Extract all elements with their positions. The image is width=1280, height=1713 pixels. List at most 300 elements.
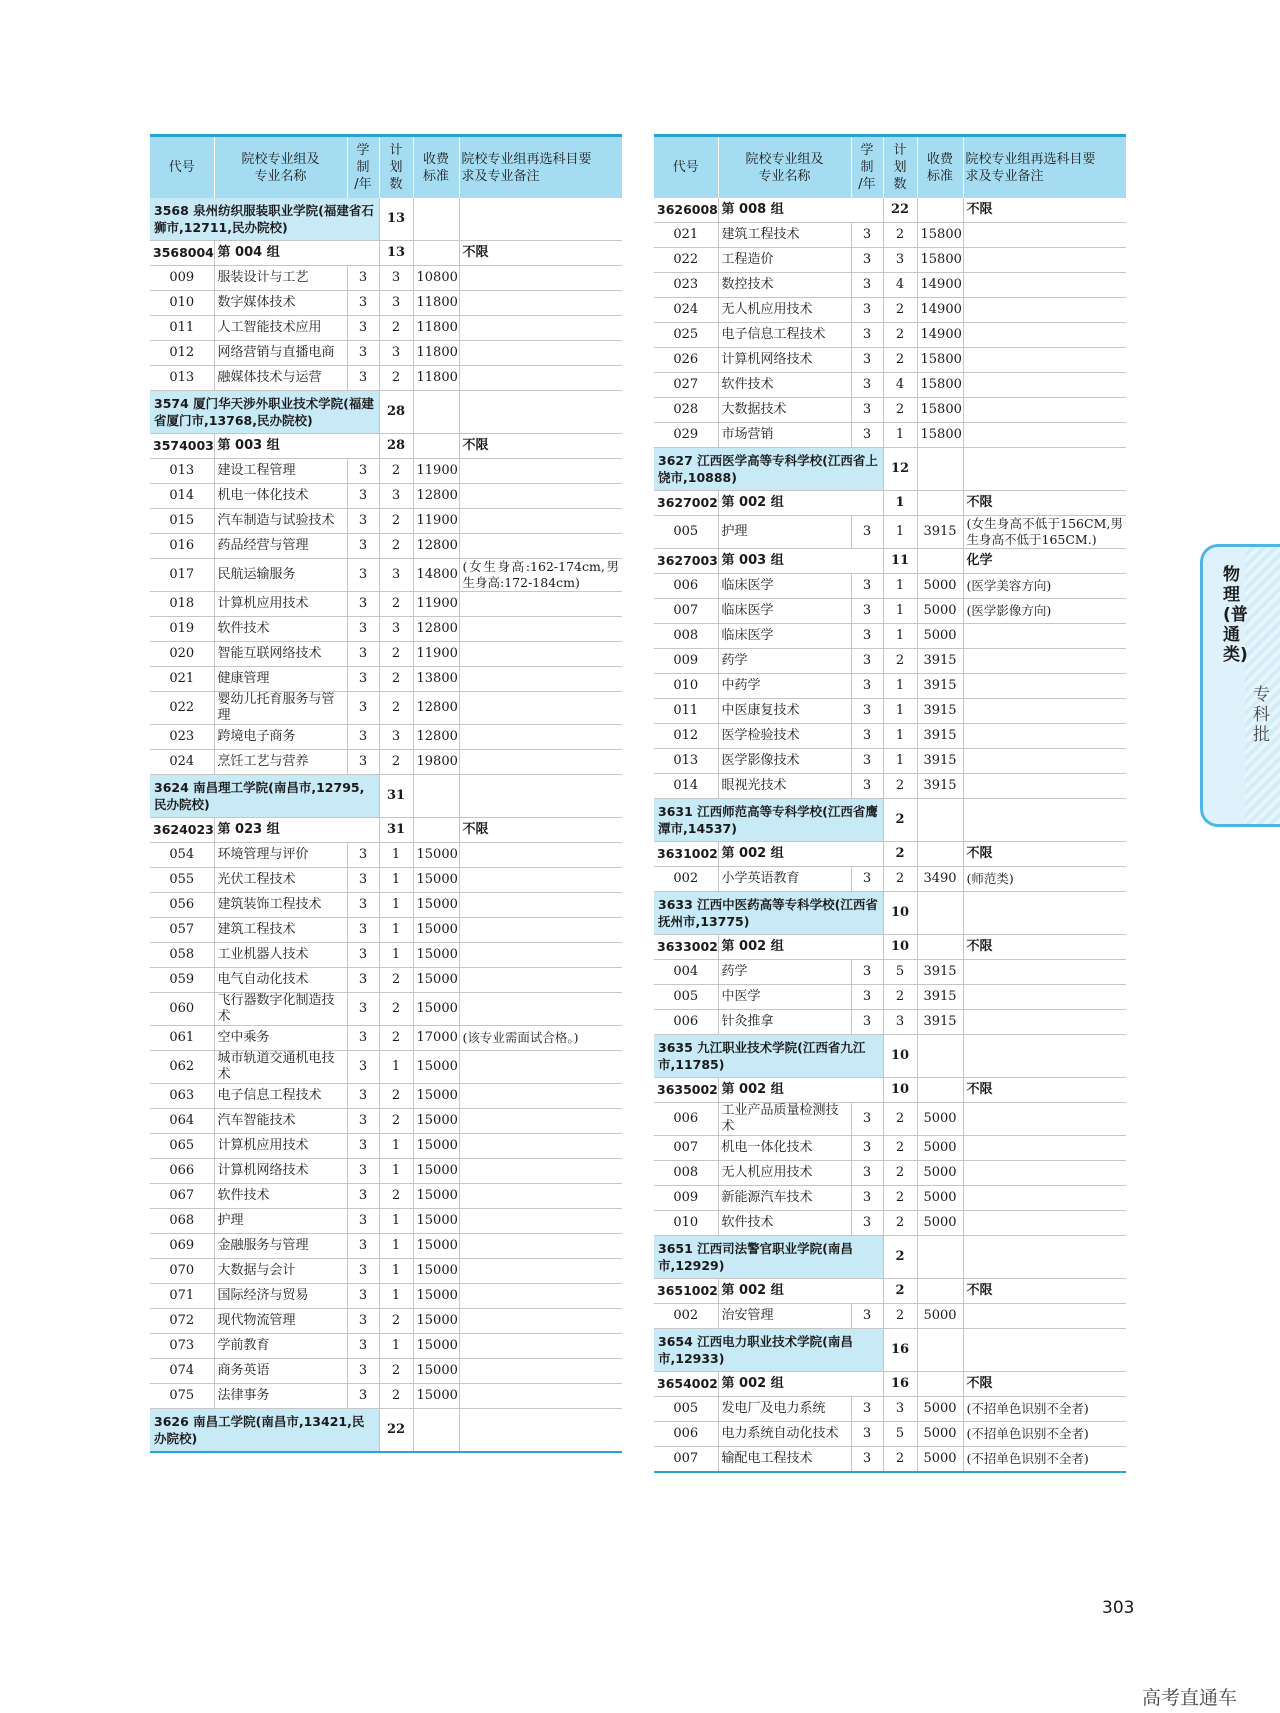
major-note <box>459 509 622 534</box>
tuition-fee: 11900 <box>413 509 459 534</box>
group-name: 第 003 组 <box>718 549 883 574</box>
major-note <box>459 1234 622 1259</box>
major-row <box>654 599 1126 624</box>
study-years: 3 <box>347 642 379 667</box>
major-note <box>963 223 1126 248</box>
tuition-fee: 12800 <box>413 484 459 509</box>
study-years: 3 <box>851 348 883 373</box>
major-note <box>459 484 622 509</box>
major-row <box>654 960 1126 985</box>
study-years: 3 <box>851 1304 883 1329</box>
tuition-fee: 15000 <box>413 1051 459 1084</box>
major-name: 民航运输服务 <box>214 559 347 592</box>
major-code: 017 <box>169 567 195 582</box>
tuition-fee: 14900 <box>917 323 963 348</box>
plan-count: 10 <box>883 935 917 960</box>
major-row <box>150 725 622 750</box>
plan-count: 1 <box>883 724 917 749</box>
plan-count: 1 <box>883 699 917 724</box>
plan-count: 1 <box>883 574 917 599</box>
plan-count: 16 <box>883 1372 917 1397</box>
major-note <box>459 1209 622 1234</box>
major-code: 014 <box>673 778 699 793</box>
study-years: 3 <box>347 484 379 509</box>
major-name: 空中乘务 <box>214 1026 347 1051</box>
major-row <box>150 1209 622 1234</box>
fee-cell <box>917 198 963 223</box>
major-note: (不招单色识别不全者) <box>963 1447 1126 1473</box>
major-code: 060 <box>169 1001 195 1016</box>
tuition-fee: 15800 <box>917 398 963 423</box>
study-years: 3 <box>347 1359 379 1384</box>
study-years: 3 <box>851 867 883 892</box>
study-years: 3 <box>851 223 883 248</box>
group-name: 第 023 组 <box>214 818 379 843</box>
tuition-fee: 5000 <box>917 1304 963 1329</box>
fee-cell <box>917 1078 963 1103</box>
table-header-row <box>150 136 622 199</box>
study-years: 3 <box>347 316 379 341</box>
major-row <box>150 868 622 893</box>
study-years: 3 <box>347 1334 379 1359</box>
plan-count: 2 <box>883 842 917 867</box>
major-note: (不招单色识别不全者) <box>963 1422 1126 1447</box>
plan-count: 1 <box>379 893 413 918</box>
major-note <box>963 298 1126 323</box>
plan-count: 3 <box>379 266 413 291</box>
plan-count: 2 <box>883 1279 917 1304</box>
tuition-fee: 3915 <box>917 985 963 1010</box>
study-years: 3 <box>851 298 883 323</box>
major-code: 074 <box>169 1363 195 1378</box>
tuition-fee: 3915 <box>917 960 963 985</box>
table-header-row <box>654 136 1126 199</box>
tuition-fee: 15000 <box>413 1259 459 1284</box>
major-note <box>459 1384 622 1409</box>
major-note <box>459 843 622 868</box>
tuition-fee: 3915 <box>917 699 963 724</box>
major-note <box>459 692 622 725</box>
plan-count: 31 <box>379 775 413 818</box>
school-name: 3631 江西师范高等专科学校(江西省鹰潭市,14537) <box>654 799 883 842</box>
plan-count: 1 <box>379 843 413 868</box>
major-row <box>654 1103 1126 1136</box>
major-code: 009 <box>169 270 195 285</box>
major-code: 068 <box>169 1213 195 1228</box>
major-row <box>150 1384 622 1409</box>
group-row <box>654 1279 1126 1304</box>
major-row <box>654 1136 1126 1161</box>
major-note <box>459 1084 622 1109</box>
study-years: 3 <box>347 843 379 868</box>
tuition-fee: 5000 <box>917 1447 963 1473</box>
fee-cell <box>917 549 963 574</box>
plan-count: 2 <box>379 1309 413 1334</box>
plan-count: 2 <box>883 323 917 348</box>
major-row <box>654 774 1126 799</box>
study-years: 3 <box>347 667 379 692</box>
note-cell <box>459 775 622 818</box>
brand-watermark: 高考直通车 <box>1142 1687 1238 1709</box>
major-code: 002 <box>673 1308 699 1323</box>
tuition-fee: 5000 <box>917 624 963 649</box>
school-name: 3627 江西医学高等专科学校(江西省上饶市,10888) <box>654 448 883 491</box>
tuition-fee: 13800 <box>413 667 459 692</box>
tuition-fee: 15800 <box>917 348 963 373</box>
school-name: 3633 江西中医药高等专科学校(江西省抚州市,13775) <box>654 892 883 935</box>
note-cell <box>963 448 1126 491</box>
tuition-fee: 12800 <box>413 725 459 750</box>
study-years: 3 <box>347 868 379 893</box>
tuition-fee: 17000 <box>413 1026 459 1051</box>
major-note <box>963 248 1126 273</box>
major-name: 现代物流管理 <box>214 1309 347 1334</box>
major-code: 010 <box>673 1215 699 1230</box>
side-tab-category-sub: (普通类) <box>1223 605 1248 665</box>
subject-requirement: 不限 <box>963 842 1126 867</box>
plan-count: 3 <box>379 617 413 642</box>
major-code: 021 <box>169 671 195 686</box>
tuition-fee: 15800 <box>917 373 963 398</box>
major-row <box>150 1259 622 1284</box>
tuition-fee: 5000 <box>917 1136 963 1161</box>
study-years: 3 <box>851 599 883 624</box>
study-years: 3 <box>347 341 379 366</box>
major-code: 006 <box>673 1111 699 1126</box>
major-note <box>963 1010 1126 1035</box>
major-note <box>459 642 622 667</box>
plan-count: 2 <box>379 592 413 617</box>
major-name: 软件技术 <box>214 617 347 642</box>
major-code: 009 <box>673 1190 699 1205</box>
study-years: 3 <box>851 1186 883 1211</box>
major-row <box>654 1397 1126 1422</box>
major-code: 011 <box>673 703 699 718</box>
group-code: 3574003 <box>153 438 214 453</box>
subject-requirement: 不限 <box>459 241 622 266</box>
tuition-fee: 5000 <box>917 1422 963 1447</box>
tuition-fee: 5000 <box>917 1186 963 1211</box>
fee-cell <box>917 892 963 935</box>
group-name: 第 004 组 <box>214 241 379 266</box>
major-name: 医学检验技术 <box>718 724 851 749</box>
major-row <box>150 918 622 943</box>
major-name: 大数据与会计 <box>214 1259 347 1284</box>
plan-count: 1 <box>883 491 917 516</box>
tuition-fee: 3915 <box>917 674 963 699</box>
major-name: 工程造价 <box>718 248 851 273</box>
plan-count: 3 <box>379 559 413 592</box>
school-name: 3624 南昌理工学院(南昌市,12795,民办院校) <box>150 775 379 818</box>
major-note <box>459 291 622 316</box>
fee-cell <box>917 935 963 960</box>
plan-count: 1 <box>379 1051 413 1084</box>
plan-count: 2 <box>883 1136 917 1161</box>
plan-count: 1 <box>379 1334 413 1359</box>
study-years: 3 <box>347 918 379 943</box>
major-code: 012 <box>169 345 195 360</box>
major-note <box>963 423 1126 448</box>
major-name: 治安管理 <box>718 1304 851 1329</box>
school-name: 3574 厦门华天涉外职业技术学院(福建省厦门市,13768,民办院校) <box>150 391 379 434</box>
fee-cell <box>413 1409 459 1453</box>
header-code: 代号 <box>150 136 214 199</box>
major-note <box>459 1184 622 1209</box>
note-cell <box>459 1409 622 1453</box>
study-years: 3 <box>347 1209 379 1234</box>
study-years: 3 <box>347 534 379 559</box>
major-code: 010 <box>673 678 699 693</box>
major-note: (师范类) <box>963 867 1126 892</box>
plan-count: 1 <box>379 1234 413 1259</box>
major-row <box>654 273 1126 298</box>
fee-cell <box>413 198 459 241</box>
subject-requirement: 不限 <box>963 1078 1126 1103</box>
plan-count: 2 <box>379 667 413 692</box>
major-name: 法律事务 <box>214 1384 347 1409</box>
major-row <box>654 398 1126 423</box>
fee-cell <box>413 391 459 434</box>
tuition-fee: 15000 <box>413 1109 459 1134</box>
tuition-fee: 11800 <box>413 291 459 316</box>
school-row <box>150 198 622 241</box>
study-years: 3 <box>347 266 379 291</box>
fee-cell <box>917 1372 963 1397</box>
major-name: 新能源汽车技术 <box>718 1186 851 1211</box>
study-years: 3 <box>347 291 379 316</box>
plan-count: 2 <box>379 316 413 341</box>
tuition-fee: 15000 <box>413 843 459 868</box>
major-note: (该专业需面试合格。) <box>459 1026 622 1051</box>
plan-count: 2 <box>379 366 413 391</box>
plan-count: 4 <box>883 273 917 298</box>
major-row <box>654 649 1126 674</box>
plan-count: 3 <box>379 725 413 750</box>
major-code: 025 <box>673 327 699 342</box>
plan-count: 2 <box>379 1184 413 1209</box>
major-note <box>459 592 622 617</box>
major-name: 婴幼儿托育服务与管理 <box>214 692 347 725</box>
study-years: 3 <box>347 725 379 750</box>
major-note <box>459 1159 622 1184</box>
major-note <box>459 667 622 692</box>
tuition-fee: 3490 <box>917 867 963 892</box>
major-row <box>150 266 622 291</box>
major-note <box>459 459 622 484</box>
plan-count: 2 <box>883 1186 917 1211</box>
major-code: 057 <box>169 922 195 937</box>
major-code: 005 <box>673 1401 699 1416</box>
study-years: 3 <box>851 1136 883 1161</box>
major-row <box>654 624 1126 649</box>
major-name: 商务英语 <box>214 1359 347 1384</box>
plan-count: 2 <box>379 509 413 534</box>
school-name: 3626 南昌工学院(南昌市,13421,民办院校) <box>150 1409 379 1453</box>
major-name: 学前教育 <box>214 1334 347 1359</box>
study-years: 3 <box>851 423 883 448</box>
major-note <box>459 316 622 341</box>
tuition-fee: 11800 <box>413 341 459 366</box>
major-name: 融媒体技术与运营 <box>214 366 347 391</box>
major-row <box>150 968 622 993</box>
plan-count: 2 <box>379 642 413 667</box>
major-note <box>963 373 1126 398</box>
study-years: 3 <box>851 1397 883 1422</box>
plan-count: 2 <box>883 985 917 1010</box>
school-name: 3635 九江职业技术学院(江西省九江市,11785) <box>654 1035 883 1078</box>
major-code: 009 <box>673 653 699 668</box>
tuition-fee: 15800 <box>917 223 963 248</box>
major-name: 护理 <box>718 516 851 549</box>
study-years: 3 <box>347 459 379 484</box>
major-name: 网络营销与直播电商 <box>214 341 347 366</box>
major-row <box>654 1447 1126 1473</box>
major-code: 008 <box>673 628 699 643</box>
plan-count: 3 <box>883 248 917 273</box>
tuition-fee: 15000 <box>413 1209 459 1234</box>
major-note: (女生身高不低于156CM,男生身高不低于165CM.) <box>963 516 1126 549</box>
major-note <box>459 366 622 391</box>
study-years: 3 <box>347 1309 379 1334</box>
tuition-fee: 15000 <box>413 1284 459 1309</box>
study-years: 3 <box>347 1184 379 1209</box>
tuition-fee: 10800 <box>413 266 459 291</box>
plan-count: 2 <box>379 534 413 559</box>
plan-count: 1 <box>379 918 413 943</box>
school-row <box>654 1329 1126 1372</box>
tuition-fee: 15000 <box>413 1309 459 1334</box>
group-code: 3624023 <box>153 822 214 837</box>
study-years: 3 <box>347 1109 379 1134</box>
tuition-fee: 15000 <box>413 993 459 1026</box>
header-requirements: 院校专业组再选科目要 求及专业备注 <box>963 136 1126 199</box>
major-code: 005 <box>673 989 699 1004</box>
subject-requirement: 不限 <box>459 434 622 459</box>
major-row <box>654 1422 1126 1447</box>
tuition-fee: 5000 <box>917 599 963 624</box>
major-code: 067 <box>169 1188 195 1203</box>
plan-count: 10 <box>883 1035 917 1078</box>
major-code: 013 <box>169 463 195 478</box>
major-code: 056 <box>169 897 195 912</box>
major-note <box>963 624 1126 649</box>
tuition-fee: 5000 <box>917 1397 963 1422</box>
major-code: 024 <box>673 302 699 317</box>
major-code: 007 <box>673 603 699 618</box>
subject-requirement: 不限 <box>459 818 622 843</box>
major-name: 计算机应用技术 <box>214 1134 347 1159</box>
major-name: 药学 <box>718 960 851 985</box>
major-row <box>150 1234 622 1259</box>
major-note <box>459 1109 622 1134</box>
major-note <box>459 1284 622 1309</box>
major-name: 机电一体化技术 <box>214 484 347 509</box>
major-name: 跨境电子商务 <box>214 725 347 750</box>
subject-requirement: 不限 <box>963 1372 1126 1397</box>
page-number: 303 <box>1102 1598 1135 1618</box>
school-row <box>150 1409 622 1453</box>
major-name: 临床医学 <box>718 599 851 624</box>
tuition-fee: 15000 <box>413 1384 459 1409</box>
major-row <box>654 699 1126 724</box>
plan-count: 11 <box>883 549 917 574</box>
plan-count: 2 <box>379 1109 413 1134</box>
school-row <box>150 775 622 818</box>
major-note <box>459 993 622 1026</box>
tuition-fee: 15800 <box>917 248 963 273</box>
plan-count: 3 <box>379 341 413 366</box>
study-years: 3 <box>347 1051 379 1084</box>
plan-count: 2 <box>883 223 917 248</box>
study-years: 3 <box>347 1234 379 1259</box>
major-code: 002 <box>673 871 699 886</box>
fee-cell <box>917 842 963 867</box>
major-name: 小学英语教育 <box>718 867 851 892</box>
note-cell <box>963 1236 1126 1279</box>
group-name: 第 002 组 <box>718 842 883 867</box>
major-code: 019 <box>169 621 195 636</box>
major-note <box>459 750 622 775</box>
tuition-fee: 12800 <box>413 692 459 725</box>
major-name: 计算机应用技术 <box>214 592 347 617</box>
section-side-tab <box>1200 544 1280 827</box>
study-years: 3 <box>851 398 883 423</box>
major-code: 005 <box>673 524 699 539</box>
major-code: 014 <box>169 488 195 503</box>
group-code: 3633002 <box>657 939 718 954</box>
major-code: 013 <box>169 370 195 385</box>
major-note <box>459 617 622 642</box>
tuition-fee: 15000 <box>413 1084 459 1109</box>
tuition-fee: 5000 <box>917 1161 963 1186</box>
major-note <box>963 960 1126 985</box>
major-row <box>150 509 622 534</box>
major-name: 建筑工程技术 <box>214 918 347 943</box>
tuition-fee: 15000 <box>413 893 459 918</box>
major-name: 光伏工程技术 <box>214 868 347 893</box>
tuition-fee: 14800 <box>413 559 459 592</box>
major-code: 029 <box>673 427 699 442</box>
plan-count: 2 <box>883 867 917 892</box>
study-years: 3 <box>347 617 379 642</box>
plan-count: 2 <box>379 993 413 1026</box>
major-name: 机电一体化技术 <box>718 1136 851 1161</box>
major-row <box>654 423 1126 448</box>
major-note <box>459 1309 622 1334</box>
major-code: 010 <box>169 295 195 310</box>
major-note <box>459 341 622 366</box>
header-plan: 计 划 数 <box>379 136 413 199</box>
plan-count: 3 <box>883 1010 917 1035</box>
major-row <box>654 674 1126 699</box>
major-name: 健康管理 <box>214 667 347 692</box>
group-code: 3627003 <box>657 553 718 568</box>
plan-count: 28 <box>379 391 413 434</box>
group-code: 3635002 <box>657 1082 718 1097</box>
study-years: 3 <box>851 516 883 549</box>
note-cell <box>963 1329 1126 1372</box>
tuition-fee: 3915 <box>917 774 963 799</box>
plan-count: 5 <box>883 960 917 985</box>
major-row <box>150 484 622 509</box>
side-tab-category: 物理(普通类) <box>1223 565 1248 665</box>
major-name: 数字媒体技术 <box>214 291 347 316</box>
major-name: 眼视光技术 <box>718 774 851 799</box>
major-note <box>963 724 1126 749</box>
major-name: 人工智能技术应用 <box>214 316 347 341</box>
subject-requirement: 不限 <box>963 491 1126 516</box>
subject-requirement: 不限 <box>963 1279 1126 1304</box>
